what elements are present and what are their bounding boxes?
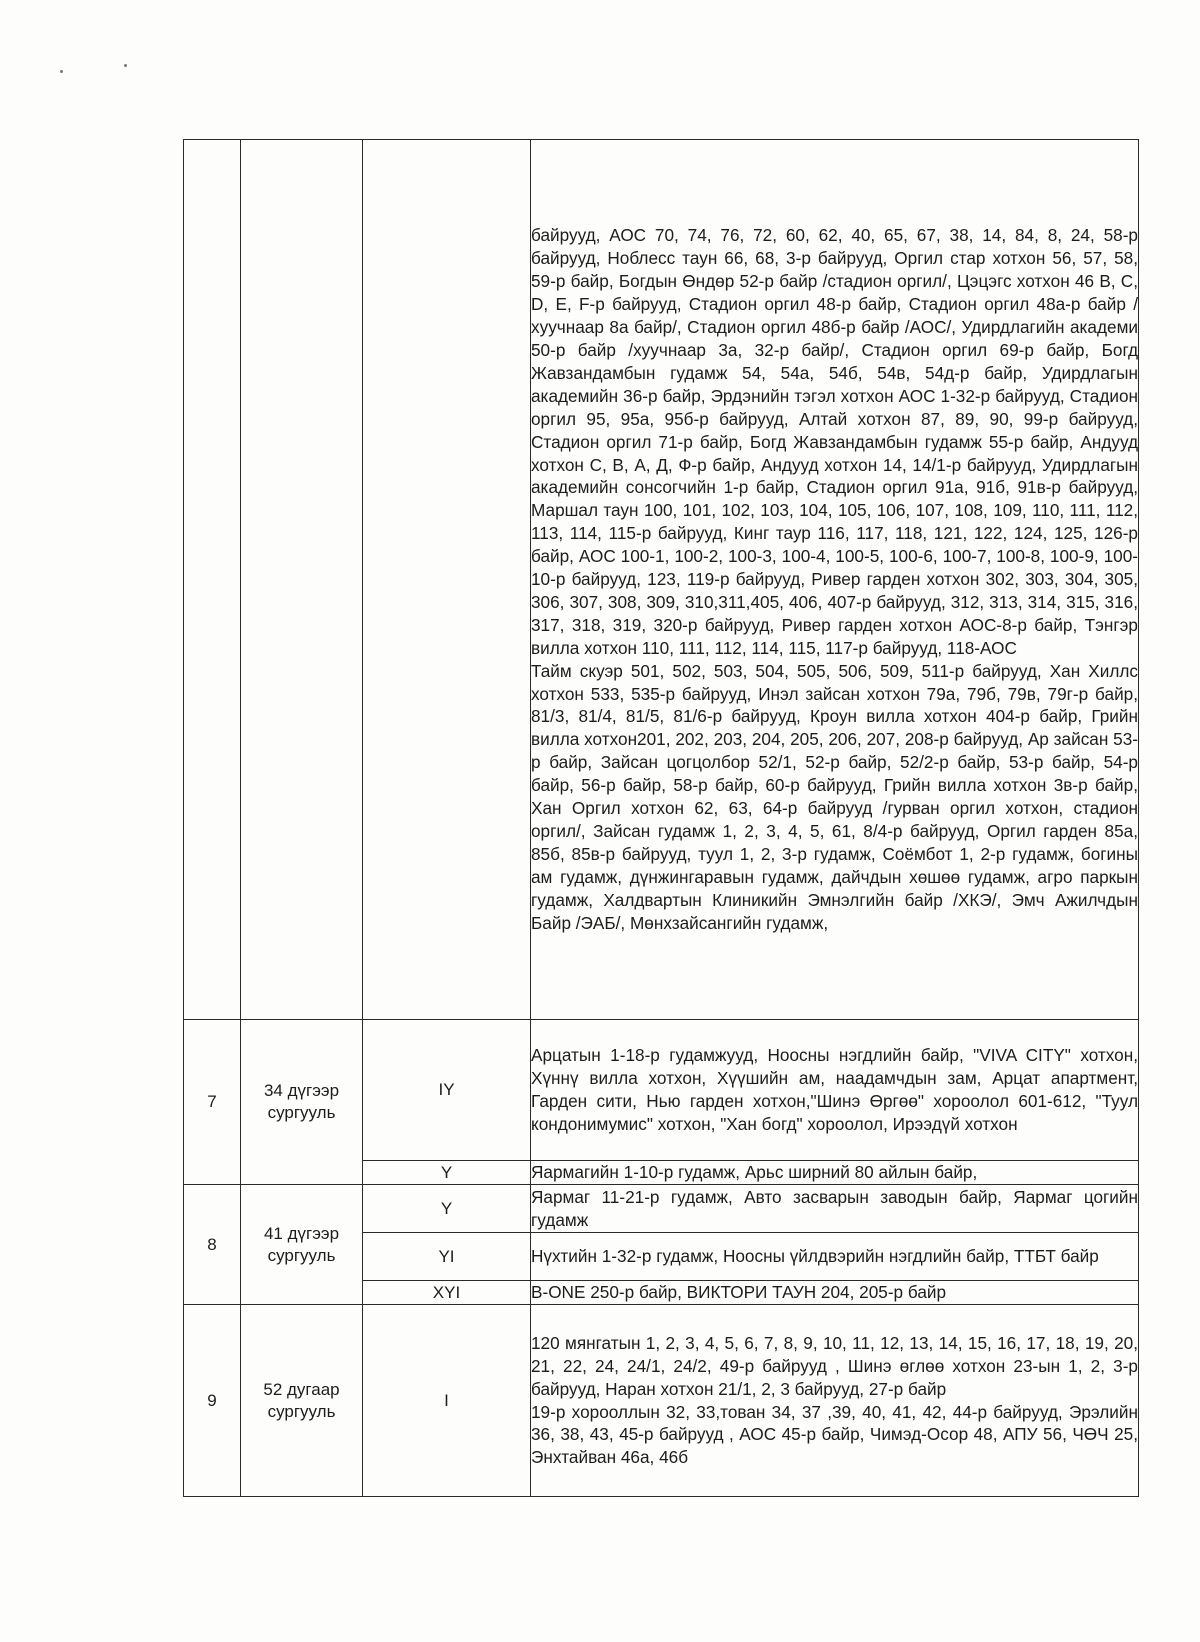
address-text: Яармаг 11-21-р гудамж, Авто засварын заводын байр, Яармаг цогийн гудамж — [531, 1186, 1138, 1230]
row-number-cell: 7 — [184, 1020, 241, 1185]
address-cell — [531, 1161, 1139, 1185]
zone-cell: YI — [363, 1233, 531, 1281]
address-text: B-ONE 250-р байр, ВИКТОРИ ТАУН 204, 205-р байр — [531, 1282, 947, 1303]
address-cell — [531, 1305, 1139, 1497]
row-number-cell: 9 — [184, 1305, 241, 1497]
row-number-cell: 8 — [184, 1185, 241, 1305]
scan-speck — [124, 64, 127, 67]
zone-cell: I — [363, 1305, 531, 1497]
address-text: 120 мянгатын 1, 2, 3, 4, 5, 6, 7, 8, 9, 10, 11, 12, 13, 14, 15, 16, 17, 18, 19, 20, 21, 22, 24, 24/1, 24/2, 49-р байрууд , Шинэ өглөө хотхон 23-ын 1, 2, 3-р байрууд, Наран хотхон 21/1, 2, 3 байрууд, 27-р байр 19-р хорооллын 32, 33,тован 34, 37 ,39, 40, 41, 42, 44-р байрууд, Эрэлийн 36, 38, 43, 45-р байрууд , АОС 45-р байр, Чимэд-Осор 48, АПУ 56, ЧӨЧ 25, Энхтайван 46а, 46б — [531, 1332, 1138, 1468]
row-number-cell — [184, 140, 241, 1020]
zone-cell: XYI — [363, 1281, 531, 1305]
table-row — [184, 1020, 1139, 1161]
address-cell — [531, 1233, 1139, 1281]
address-text: байрууд, АОС 70, 74, 76, 72, 60, 62, 40, 65, 67, 38, 14, 84, 8, 24, 58-р байрууд, Ноблесс таун 66, 68, 3-р байрууд, Оргил стар хотхон 56, 57, 58, 59-р байр, Богдын Өндөр 52-р байр /стадион оргил/, Цэцэгс хотхон 46 В, С, D, Е, F-р байрууд, Стадион оргил 48-р байр, Стадион оргил 48а-р байр /хуучнаар 8а байр/, Стадион оргил 48б-р байр /АОС/, Удирдлагийн академи 50-р байр /хуучнаар 3а, 32-р байр/, Стадион оргил 69-р байр, Богд Жавзандамбын гудамж 54, 54а, 54б, 54в, 54д-р байр, Удирдлагын академийн 36-р байр, Эрдэнийн тэгэл хотхон АОС 1-32-р байрууд, Стадион оргил 95, 95а, 95б-р байрууд, Алтай хотхон 87, 89, 90, 99-р байрууд, Стадион оргил 71-р байр, Богд Жавзандамбын гудамж 55-р байр, Андууд хотхон С, В, А, Д, Ф-р байр, Андууд хотхон 14, 14/1-р байрууд, Удирдлагын академийн сонсогчийн 1-р байр, Стадион оргил 91а, 91б, 91в-р байрууд, Маршал таун 100, 101, 102, 103, 104, 105, 106, 107, 108, 109, 110, 111, 112, 113, 114, 115-р байрууд, Кинг таур 116, 117, 118, 121, 122, 124, 125, 126-р байр, АОС 100-1, 100-2, 100-3, 100-4, 100-5, 100-6, 100-7, 100-8, 100-9, 100-10-р байрууд, 123, 119-р байрууд, Ривер гарден хотхон 302, 303, 304, 305, 306, 307, 308, 309, 310,311,405, 406, 407-р байрууд, 312, 313, 314, 315, 316, 317, 318, 319, 320-р байрууд, Ривер гарден хотхон АОС-8-р байр, Тэнгэр вилла хотхон 110, 111, 112, 114, 115, 117-р байрууд, 118-АОС Тайм скуэр 501, 502, 503, 504, 505, 506, 509, 511-р байрууд, Хан Хиллс хотхон 533, 535-р байрууд, Инэл зайсан хотхон 79а, 79б, 79в, 79г-р байр, 81/3, 81/4, 81/5, 81/6-р байрууд, Кроун вилла хотхон 404-р байр, Грийн вилла хотхон201, 202, 203, 204, 205, 206, 207, 208-р байрууд, Ар зайсан 53-р байр, Зайсан цогцолбор 52/1, 52-р байр, 52/2-р байр, 53-р байр, 54-р байр, 56-р байр, 58-р байр, 60-р байрууд, Грийн вилла хотхон 3в-р байр, Хан Оргил хотхон 62, 63, 64-р байрууд /гурван оргил хотхон, стадион оргил/, Зайсан гудамж 1, 2, 3, 4, 5, 61, 8/4-р байрууд, Оргил гарден 85а, 85б, 85в-р байрууд, туул 1, 2, 3-р гудамж, Соёмбот 1, 2-р гудамж, богины ам гудамж, дүнжингаравын гудамж, дайчдын хөшөө гудамж, агро паркын гудамж, Халдвартын Клиникийн Эмнэлгийн байр /ХКЭ/, Эмч Ажилчдын Байр /ЭАБ/, Мөнхзайсангийн гудамж, — [531, 225, 1138, 933]
address-cell — [531, 1185, 1139, 1233]
zone-cell: Y — [363, 1161, 531, 1185]
table-row — [184, 140, 1139, 1020]
school-district-table — [183, 139, 1139, 1497]
table-row — [184, 1305, 1139, 1497]
school-cell: 52 дугаар сургууль — [241, 1305, 363, 1497]
school-cell — [241, 140, 363, 1020]
school-cell: 41 дүгээр сургууль — [241, 1185, 363, 1305]
address-text: Яармагийн 1-10-р гудамж, Арьс ширний 80 айлын байр, — [531, 1162, 978, 1183]
address-cell — [531, 1020, 1139, 1161]
address-cell — [531, 1281, 1139, 1305]
address-text: Арцатын 1-18-р гудамжууд, Ноосны нэгдлийн байр, "VIVA CITY" хотхон, Хүннү вилла хотхон, Хүүшийн ам, наадамчдын зам, Арцат апартмент, Гарден сити, Нью гарден хотхон,"Шинэ Өргөө" хороолол 601-612, "Туул кондонимумис" хотхон, "Хан богд" хороолол, Ирээдүй хотхон — [531, 1045, 1138, 1134]
address-text: Нүхтийн 1-32-р гудамж, Ноосны үйлдвэрийн нэгдлийн байр, ТТБТ байр — [531, 1246, 1099, 1267]
school-cell: 34 дүгээр сургууль — [241, 1020, 363, 1185]
scan-speck — [60, 70, 63, 73]
zone-cell: Y — [363, 1185, 531, 1233]
zone-cell: IY — [363, 1020, 531, 1161]
zone-cell — [363, 140, 531, 1020]
table-row — [184, 1185, 1139, 1233]
address-cell — [531, 140, 1139, 1020]
